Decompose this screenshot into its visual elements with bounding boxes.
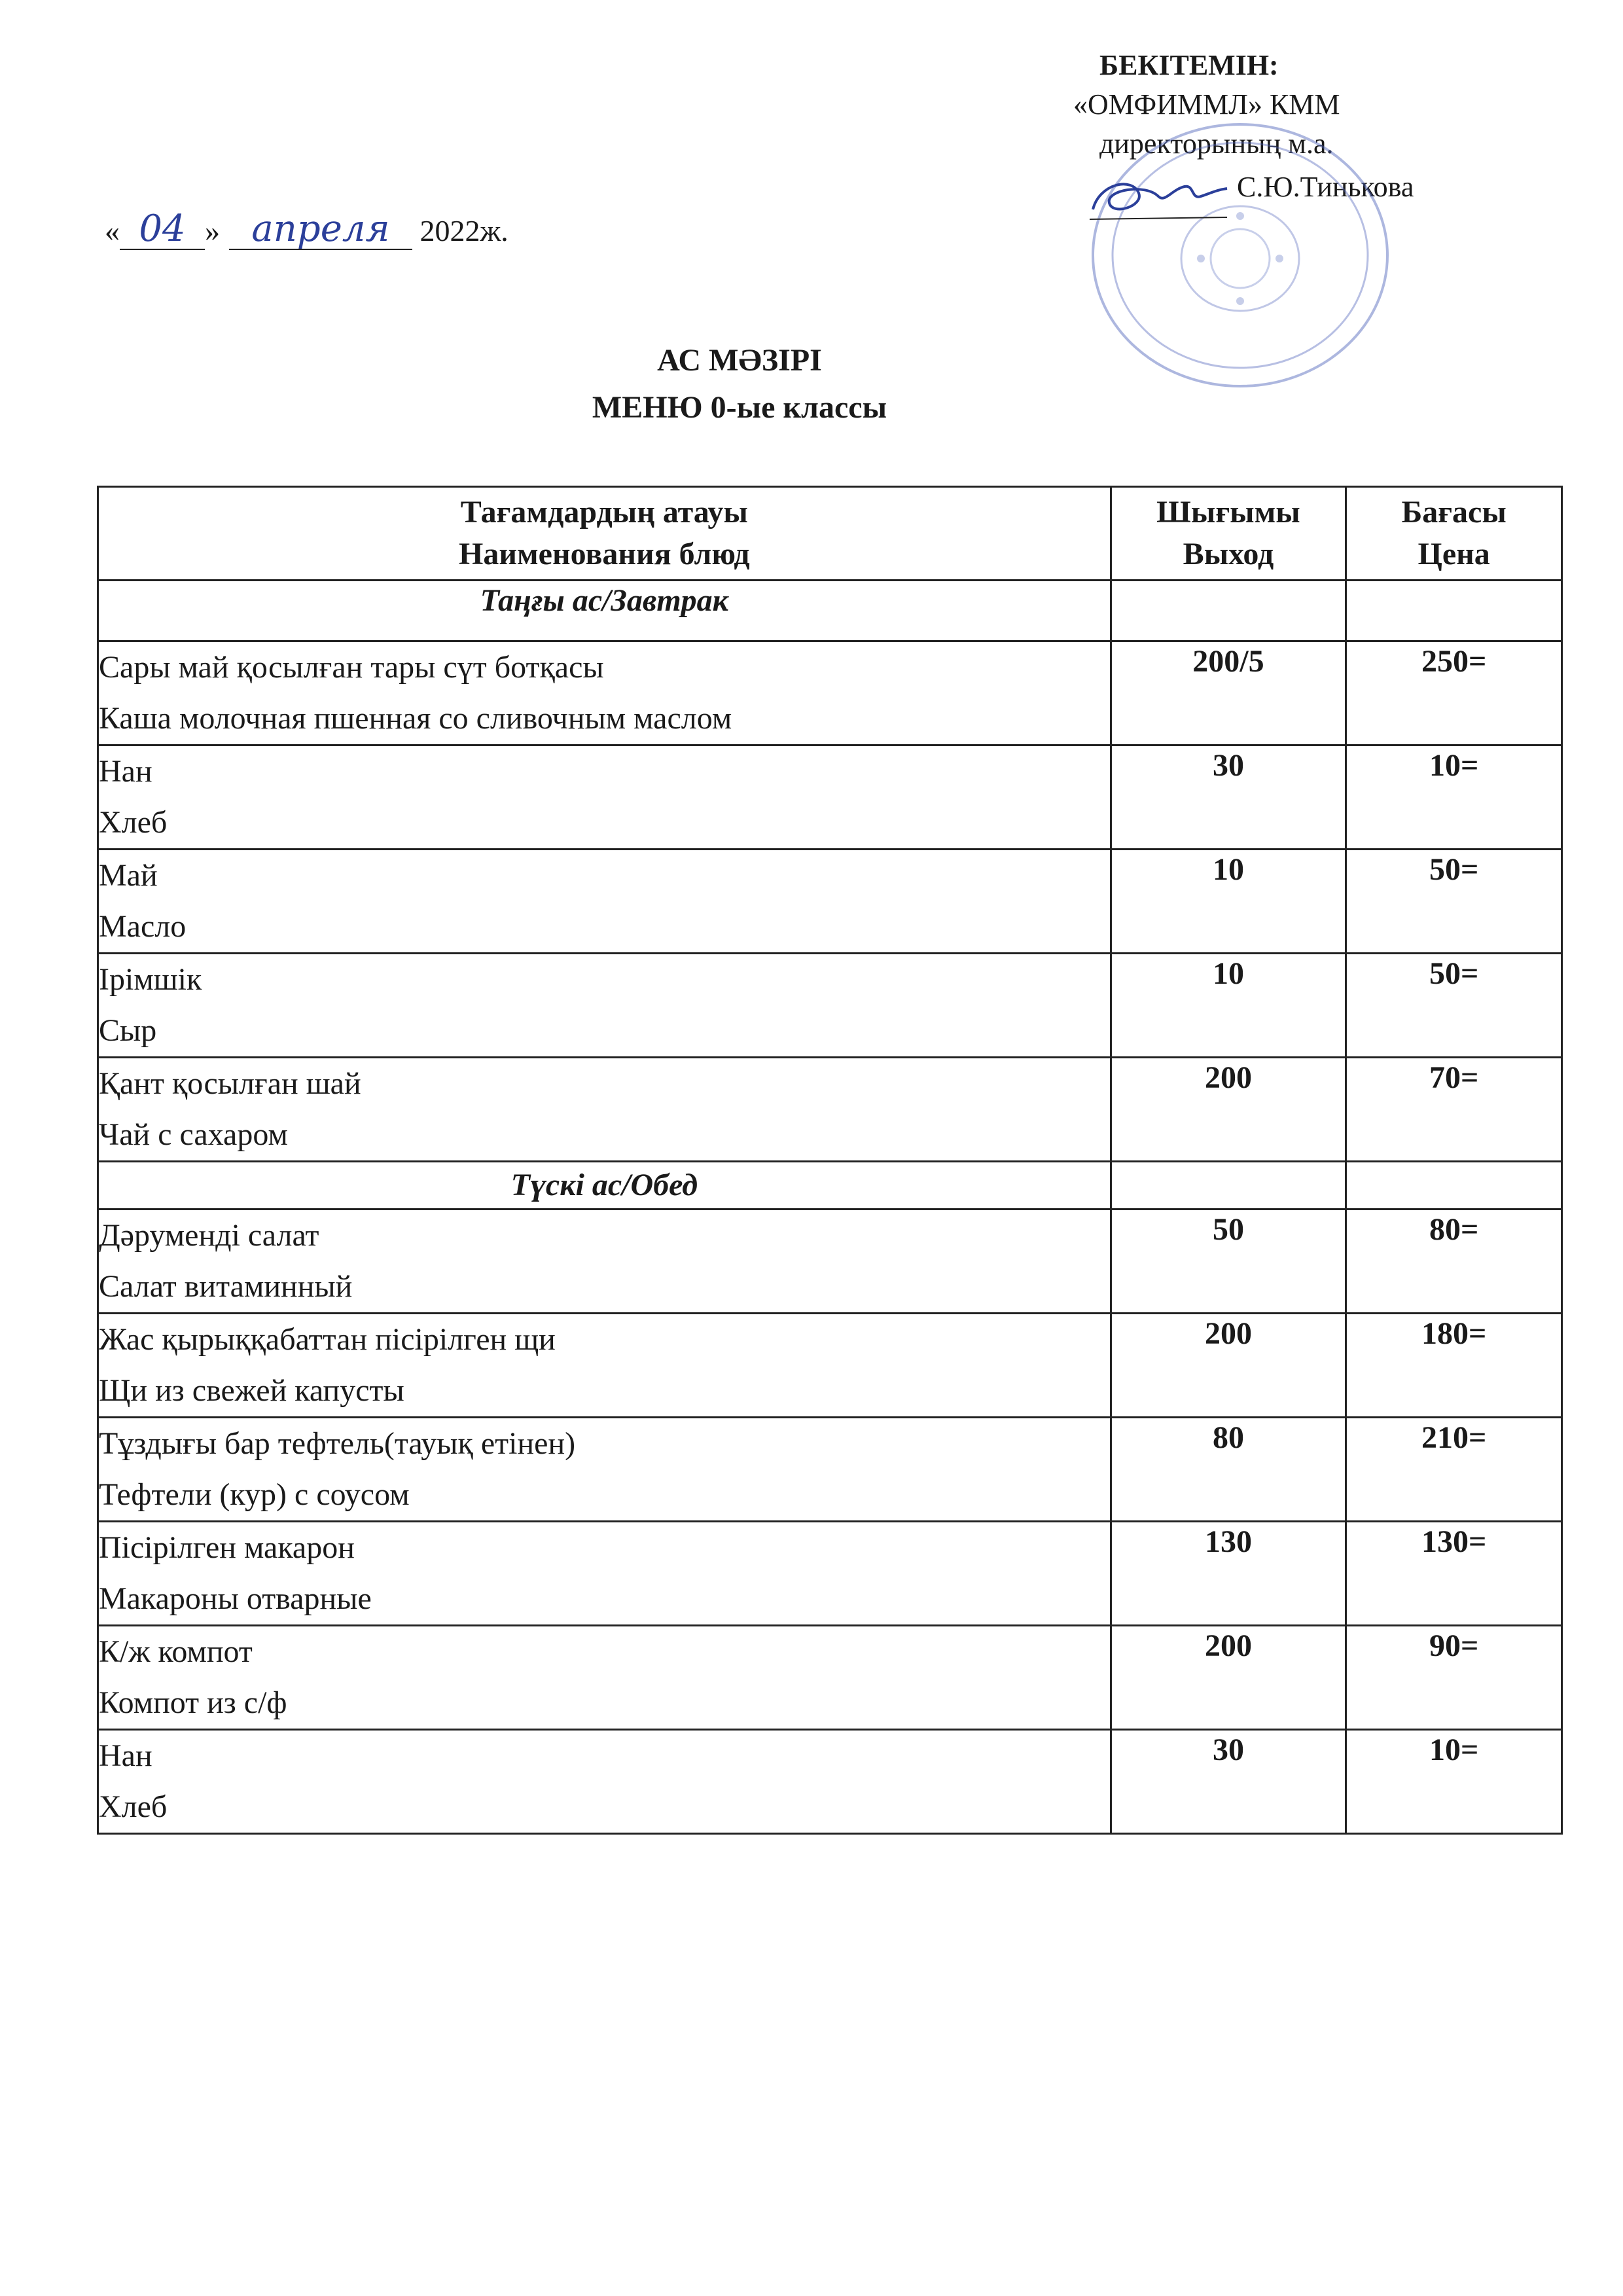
section-empty-cell [1111,581,1346,641]
dish-name-kz: Қант қосылған шай [99,1066,361,1101]
dish-price: 180= [1346,1314,1562,1418]
dish-name-cell [98,1314,1111,1418]
title-ru: МЕНЮ 0-ые классы [592,390,887,425]
dish-output: 200/5 [1111,641,1346,745]
header-name [98,487,1111,581]
dish-name-kz: Жас қырыққабаттан пісірілген щи [99,1322,556,1357]
dish-name-cell [98,1730,1111,1834]
date-open-quote: « [105,214,120,247]
dish-price: 10= [1346,1730,1562,1834]
date-close-quote: » [205,214,220,247]
document-title [0,337,1623,431]
dish-name-kz: Тұздығы бар тефтель(тауық етінен) [99,1426,576,1461]
dish-name-kz: Дәрумендi салат [99,1218,319,1253]
table-row [98,745,1562,850]
title-kz: АС МӘЗІРІ [657,343,822,378]
section-empty-cell [1346,1162,1562,1210]
dish-name-ru: Компот из с/ф [99,1685,287,1720]
dish-name-kz: Нан [99,1738,152,1773]
section-empty-cell [1346,581,1562,641]
header-price [1346,487,1562,581]
dish-name-cell [98,1418,1111,1522]
dish-name-ru: Щи из свежей капусты [99,1373,404,1408]
dish-name-ru: Макароны отварные [99,1581,372,1616]
table-row [98,954,1562,1058]
section-label-breakfast: Таңғы ас/Завтрак [98,581,1111,641]
dish-output: 200 [1111,1626,1346,1730]
dish-price: 70= [1346,1058,1562,1162]
table-row [98,1522,1562,1626]
dish-price: 50= [1346,850,1562,954]
table-row [98,850,1562,954]
table-row [98,641,1562,745]
section-label-lunch: Түскі ас/Обед [98,1162,1111,1210]
dish-price: 90= [1346,1626,1562,1730]
dish-name-cell [98,954,1111,1058]
dish-price: 80= [1346,1210,1562,1314]
dish-name-kz: Май [99,858,158,893]
dish-name-ru: Хлеб [99,1789,168,1824]
dish-output: 10 [1111,850,1346,954]
table-row [98,1314,1562,1418]
approval-org: «ОМФИММЛ» КММ [1073,88,1340,120]
table-row [98,1730,1562,1834]
dish-name-cell [98,1058,1111,1162]
date-month: апреля [229,209,412,250]
section-row-lunch [98,1162,1562,1210]
dish-name-kz: К/ж компот [99,1634,253,1669]
dish-name-cell [98,1522,1111,1626]
approval-position: директорының м.а. [1099,128,1334,160]
header-output-ru: Выход [1183,537,1274,571]
dish-output: 200 [1111,1314,1346,1418]
dish-output: 10 [1111,954,1346,1058]
header-name-kz: Тағамдардың атауы [460,495,748,529]
header-name-ru: Наименования блюд [458,537,750,571]
dish-name-cell [98,850,1111,954]
table-row [98,1418,1562,1522]
table-header-row [98,487,1562,581]
dish-name-cell [98,1210,1111,1314]
dish-name-ru: Сыр [99,1013,157,1048]
dish-price: 210= [1346,1418,1562,1522]
date-day: 04 [120,209,205,250]
menu-table [97,486,1563,1835]
dish-name-ru: Салат витаминный [99,1269,353,1304]
approval-title: БЕКІТЕМІН: [1099,49,1279,81]
dish-output: 30 [1111,1730,1346,1834]
approval-signatory: С.Ю.Тинькова [1237,171,1414,203]
dish-name-kz: Ірімшік [99,962,202,997]
section-empty-cell [1111,1162,1346,1210]
dish-name-kz: Нан [99,754,152,789]
table-row [98,1058,1562,1162]
dish-price: 130= [1346,1522,1562,1626]
header-price-kz: Бағасы [1401,495,1507,529]
dish-output: 50 [1111,1210,1346,1314]
table-row [98,1210,1562,1314]
dish-price: 50= [1346,954,1562,1058]
signature-icon [1086,164,1230,229]
table-row [98,1626,1562,1730]
dish-name-ru: Чай с сахаром [99,1117,288,1152]
dish-output: 30 [1111,745,1346,850]
dish-name-cell [98,1626,1111,1730]
dish-output: 80 [1111,1418,1346,1522]
dish-output: 200 [1111,1058,1346,1162]
header-price-ru: Цена [1418,537,1490,571]
header-output-kz: Шығымы [1156,495,1300,529]
dish-price: 10= [1346,745,1562,850]
dish-name-ru: Масло [99,909,187,944]
dish-name-kz: Пісірілген макарон [99,1530,355,1565]
date-year: 2022ж. [419,214,508,247]
dish-name-ru: Каша молочная пшенная со сливочным маслом [99,701,732,736]
dish-name-ru: Тефтели (кур) с соусом [99,1477,410,1512]
dish-name-cell [98,745,1111,850]
dish-name-kz: Сары май қосылған тары сүт ботқасы [99,650,604,685]
header-output [1111,487,1346,581]
dish-price: 250= [1346,641,1562,745]
section-row-breakfast [98,581,1562,641]
dish-output: 130 [1111,1522,1346,1626]
dish-name-cell [98,641,1111,745]
dish-name-ru: Хлеб [99,805,168,840]
date-line [105,208,508,254]
